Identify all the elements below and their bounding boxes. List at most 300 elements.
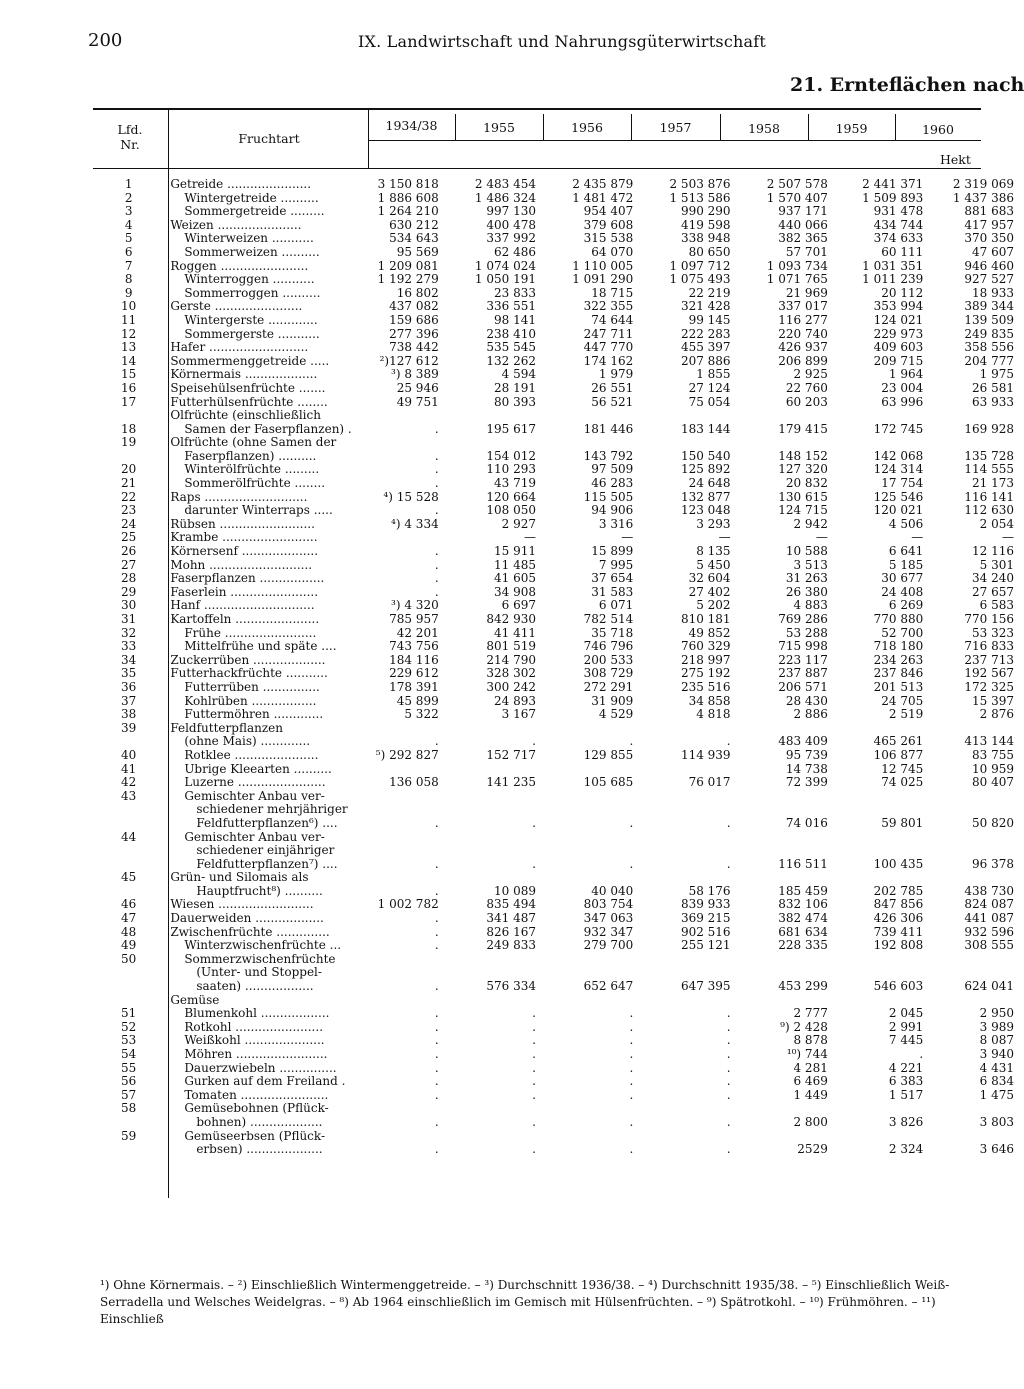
value-cell: 681 634 xyxy=(778,925,828,939)
value-cell: 45 899 xyxy=(396,694,439,708)
value-cell: 3 826 xyxy=(888,1115,924,1129)
value-cell: 426 306 xyxy=(873,912,924,926)
value-cell: 440 066 xyxy=(778,218,828,232)
row-number xyxy=(93,994,164,1008)
crop-name-text: Rotklee ...................... xyxy=(184,748,319,762)
value-cell: 801 519 xyxy=(486,640,536,654)
crop-name xyxy=(164,368,359,382)
value-cell: 1 075 493 xyxy=(669,273,731,287)
value-cell: 927 527 xyxy=(964,273,1014,287)
crop-name xyxy=(164,681,359,695)
row-number: 34 xyxy=(121,653,137,667)
crop-name-text: Tomaten ....................... xyxy=(184,1088,329,1102)
crop-name-text: Faserpflanzen ................. xyxy=(170,572,325,586)
value-cell xyxy=(643,722,740,736)
value-cell: 115 505 xyxy=(583,490,634,504)
value-cell xyxy=(643,763,740,777)
row-number: 19 xyxy=(121,436,137,450)
value-cell: . xyxy=(629,857,634,871)
value-cell xyxy=(360,953,449,967)
value-cell: . xyxy=(532,1115,536,1129)
value-cell: 98 141 xyxy=(494,313,536,327)
value-cell: 132 262 xyxy=(486,354,536,368)
value-cell: 220 740 xyxy=(778,327,828,341)
crop-name xyxy=(164,654,359,668)
row-number: 8 xyxy=(124,273,133,287)
value-cell: . xyxy=(434,1048,439,1061)
row-number: 32 xyxy=(121,626,137,640)
value-cell xyxy=(741,844,838,858)
header-year-1960: 1960 xyxy=(922,122,954,137)
table-row xyxy=(93,205,1024,219)
value-cell: 192 567 xyxy=(964,667,1014,681)
value-cell xyxy=(449,409,546,423)
row-number: 37 xyxy=(121,694,137,708)
value-cell: — xyxy=(524,531,536,545)
crop-name xyxy=(164,273,359,287)
value-cell: 382 474 xyxy=(778,912,828,926)
crop-name xyxy=(164,871,359,885)
crop-name-text: Samen der Faserpflanzen) . xyxy=(184,422,352,436)
crop-name xyxy=(164,803,359,817)
value-cell xyxy=(838,1130,933,1144)
crop-name-text: Möhren ........................ xyxy=(184,1048,328,1061)
crop-name-text: Sommergerste ........... xyxy=(184,327,320,341)
value-cell xyxy=(838,844,933,858)
crop-name-text: Mittelfrühe und späte .... xyxy=(184,640,337,654)
value-cell: 400 478 xyxy=(486,218,536,232)
table-row xyxy=(93,260,1024,274)
value-cell: 30 677 xyxy=(881,572,924,586)
value-cell: 534 643 xyxy=(389,232,439,246)
crop-name-text: Frühe ........................ xyxy=(184,626,317,640)
value-cell: . xyxy=(629,1143,634,1157)
value-cell: 353 994 xyxy=(873,300,924,314)
crop-name xyxy=(164,627,359,641)
value-cell: 229 612 xyxy=(389,667,439,681)
value-cell: 997 130 xyxy=(486,205,536,219)
table-row xyxy=(93,912,1024,926)
table-row xyxy=(93,586,1024,600)
value-cell: 31 909 xyxy=(591,694,634,708)
value-cell xyxy=(643,994,740,1008)
value-cell: 32 604 xyxy=(688,572,731,586)
value-cell: 839 933 xyxy=(680,898,731,912)
value-cell: 116 511 xyxy=(778,857,828,871)
value-cell xyxy=(546,831,643,845)
crop-name-text: Sommerzwischenfrüchte xyxy=(184,952,336,966)
crop-name xyxy=(164,518,359,532)
crop-name xyxy=(164,858,359,872)
row-number: 21 xyxy=(121,477,137,491)
value-cell: 5 185 xyxy=(888,558,924,572)
table-row xyxy=(93,314,1024,328)
crop-name-text: Krambe ......................... xyxy=(170,531,318,545)
value-cell: 159 686 xyxy=(389,313,439,327)
value-cell xyxy=(449,953,546,967)
table-row xyxy=(93,368,1024,382)
value-cell: 760 329 xyxy=(680,640,731,654)
value-cell: 902 516 xyxy=(680,925,731,939)
value-cell: — xyxy=(911,531,924,545)
value-cell: 41 411 xyxy=(494,626,536,640)
value-cell: — xyxy=(1002,531,1014,545)
row-number xyxy=(93,1143,164,1157)
value-cell: . xyxy=(434,925,439,939)
row-number: 55 xyxy=(121,1061,137,1075)
value-cell: 106 877 xyxy=(873,748,924,762)
crop-name xyxy=(164,396,359,410)
value-cell: 369 215 xyxy=(680,912,731,926)
value-cell: 6 641 xyxy=(888,545,924,559)
value-cell xyxy=(838,790,933,804)
value-cell: 125 546 xyxy=(873,490,924,504)
value-cell: 150 540 xyxy=(680,449,731,463)
crop-name xyxy=(164,735,359,749)
value-cell: . xyxy=(532,816,536,830)
crop-name-text: Getreide ...................... xyxy=(170,178,312,191)
crop-name xyxy=(164,1116,359,1130)
table-row xyxy=(93,627,1024,641)
value-cell xyxy=(449,436,546,450)
row-number: 44 xyxy=(121,830,137,844)
value-cell xyxy=(643,953,740,967)
value-cell: 2529 xyxy=(797,1143,828,1157)
value-cell: 2 054 xyxy=(979,517,1014,531)
crop-name-text: Luzerne ....................... xyxy=(184,776,326,790)
value-cell: . xyxy=(434,1088,439,1102)
value-cell: 154 012 xyxy=(486,449,536,463)
value-cell xyxy=(546,844,643,858)
value-cell: . xyxy=(629,1075,634,1089)
value-cell: 1 964 xyxy=(888,368,924,382)
value-cell: 27 657 xyxy=(972,585,1014,599)
table-row xyxy=(93,1075,1024,1089)
crop-name-text: Feldfutterpflanzen xyxy=(170,721,283,735)
value-cell xyxy=(741,436,838,450)
value-cell: . xyxy=(726,1115,731,1129)
value-cell: 249 833 xyxy=(486,939,536,953)
table-row xyxy=(93,1143,1024,1157)
value-cell: . xyxy=(434,912,439,926)
table-row xyxy=(93,966,1024,980)
value-cell: . xyxy=(434,504,439,518)
value-cell: 123 048 xyxy=(680,504,731,518)
value-cell: 438 730 xyxy=(964,884,1014,898)
row-number: 27 xyxy=(121,558,137,572)
value-cell xyxy=(741,831,838,845)
crop-name-text: Faserpflanzen) .......... xyxy=(184,449,317,463)
row-number: 38 xyxy=(121,708,137,722)
value-cell xyxy=(741,409,838,423)
crop-name-text: Körnersenf .................... xyxy=(170,545,319,559)
value-cell: 2 777 xyxy=(793,1007,828,1021)
crop-name-text: Gemischter Anbau ver- xyxy=(184,830,325,844)
value-cell xyxy=(741,790,838,804)
value-cell xyxy=(838,871,933,885)
value-cell: 447 770 xyxy=(583,341,634,355)
value-cell: 46 283 xyxy=(591,477,634,491)
value-cell: 53 323 xyxy=(972,626,1014,640)
value-cell: 4 594 xyxy=(501,368,536,382)
crop-name-text: (ohne Mais) ............. xyxy=(184,735,311,749)
row-number: 14 xyxy=(121,354,137,368)
value-cell: 4 431 xyxy=(979,1061,1014,1075)
value-cell: 31 583 xyxy=(591,585,634,599)
value-cell: 206 571 xyxy=(778,680,828,694)
value-cell: 3 646 xyxy=(979,1143,1014,1157)
value-cell: . xyxy=(434,1075,439,1089)
header-year-1955: 1955 xyxy=(483,120,515,135)
row-number: 22 xyxy=(121,490,137,504)
value-cell: 275 192 xyxy=(680,667,731,681)
value-cell: 4 818 xyxy=(696,708,731,722)
value-cell: 6 269 xyxy=(888,599,924,613)
crop-name-text: Futterhülsenfrüchte ........ xyxy=(170,395,328,409)
row-number: 11 xyxy=(121,313,137,327)
value-cell: 47 607 xyxy=(972,245,1014,259)
value-cell: 426 937 xyxy=(778,341,828,355)
value-cell: 21 173 xyxy=(972,477,1014,491)
value-cell xyxy=(933,844,1024,858)
row-number: 36 xyxy=(121,680,137,694)
value-cell: 26 551 xyxy=(591,381,634,395)
row-number: 33 xyxy=(121,640,137,654)
value-cell: 178 391 xyxy=(389,680,439,694)
value-cell: 1 097 712 xyxy=(669,259,731,273)
crop-name-text: (Unter- und Stoppel- xyxy=(196,966,322,980)
value-cell: 116 277 xyxy=(778,313,828,327)
value-cell xyxy=(449,763,546,777)
row-number: 57 xyxy=(121,1088,137,1102)
table-row xyxy=(93,1034,1024,1048)
value-cell: 124 021 xyxy=(873,313,924,327)
value-cell: 1 979 xyxy=(598,368,634,382)
crop-name-text: Wiesen ......................... xyxy=(170,898,314,912)
value-cell: 1 513 586 xyxy=(669,191,731,205)
value-cell xyxy=(741,994,838,1008)
value-cell: . xyxy=(532,735,536,749)
row-number: 42 xyxy=(121,776,137,790)
value-cell: 183 144 xyxy=(680,422,731,436)
value-cell: — xyxy=(718,531,731,545)
crop-name xyxy=(164,219,359,233)
crop-name xyxy=(164,695,359,709)
value-cell: 18 715 xyxy=(591,286,634,300)
value-cell: 24 893 xyxy=(494,694,536,708)
crop-name-text: Sommermenggetreide ..... xyxy=(170,354,330,368)
crop-name-text: Körnermais ................... xyxy=(170,368,318,382)
value-cell: 932 596 xyxy=(964,925,1014,939)
value-cell: 321 428 xyxy=(680,300,731,314)
value-cell: 142 068 xyxy=(873,449,924,463)
table-row xyxy=(93,341,1024,355)
row-number: 46 xyxy=(121,898,137,912)
value-cell: . xyxy=(726,816,731,830)
value-cell: 8 878 xyxy=(793,1034,828,1048)
value-cell: 3 803 xyxy=(979,1115,1014,1129)
value-cell xyxy=(933,803,1024,817)
value-cell: 785 957 xyxy=(389,613,439,626)
value-cell: 1 071 765 xyxy=(766,273,828,287)
table-row xyxy=(93,776,1024,790)
value-cell: . xyxy=(726,1020,731,1034)
value-cell: 34 858 xyxy=(688,694,731,708)
value-cell: 204 777 xyxy=(964,354,1014,368)
value-cell: 127 320 xyxy=(778,463,828,477)
row-number: 24 xyxy=(121,517,137,531)
value-cell: 34 240 xyxy=(972,572,1014,586)
crop-name-text: Gerste ....................... xyxy=(170,300,303,314)
value-cell: . xyxy=(629,1088,634,1102)
row-number: 59 xyxy=(121,1129,137,1143)
value-cell xyxy=(643,790,740,804)
crop-name-text: Blumenkohl .................. xyxy=(184,1007,330,1021)
value-cell: . xyxy=(532,1088,536,1102)
value-cell xyxy=(838,436,933,450)
value-cell: 12 745 xyxy=(881,762,924,776)
value-cell xyxy=(449,994,546,1008)
crop-name xyxy=(164,667,359,681)
value-cell xyxy=(933,871,1024,885)
value-cell: 2 324 xyxy=(888,1143,924,1157)
value-cell: 770 156 xyxy=(964,613,1014,626)
crop-name-text: saaten) .................. xyxy=(196,980,314,994)
table-row xyxy=(93,246,1024,260)
value-cell: 105 685 xyxy=(583,776,634,790)
value-cell: 74 644 xyxy=(591,313,634,327)
value-cell: 6 697 xyxy=(501,599,536,613)
value-cell xyxy=(643,966,740,980)
crop-name xyxy=(164,586,359,600)
table-row xyxy=(93,219,1024,233)
table-row xyxy=(93,436,1024,450)
value-cell xyxy=(933,831,1024,845)
value-cell: 237 887 xyxy=(778,667,828,681)
value-cell: ⁹) 2 428 xyxy=(780,1020,828,1034)
value-cell: 249 835 xyxy=(964,327,1014,341)
value-cell: . xyxy=(726,1048,731,1061)
value-cell: 1 011 239 xyxy=(862,273,924,287)
value-cell: . xyxy=(919,1048,924,1061)
row-number: 52 xyxy=(121,1020,137,1034)
value-cell xyxy=(933,1130,1024,1144)
crop-name xyxy=(164,1007,359,1021)
value-cell: 15 899 xyxy=(591,545,634,559)
value-cell: 6 583 xyxy=(979,599,1014,613)
value-cell: 97 509 xyxy=(591,463,634,477)
row-number: 53 xyxy=(121,1034,137,1048)
value-cell: 1 437 386 xyxy=(952,191,1014,205)
value-cell: 40 040 xyxy=(591,884,634,898)
value-cell: 931 478 xyxy=(873,205,924,219)
crop-name-text: Speisehülsenfrüchte ....... xyxy=(170,381,326,395)
crop-name-text: Übrige Kleearten .......... xyxy=(184,762,332,776)
value-cell: 80 650 xyxy=(688,245,731,259)
crop-name xyxy=(164,776,359,790)
crop-name-text: Winterzwischenfrüchte ... xyxy=(184,939,342,953)
value-cell: 20 112 xyxy=(881,286,924,300)
value-cell: . xyxy=(532,1048,536,1061)
value-cell: 110 293 xyxy=(486,463,536,477)
value-cell: 546 603 xyxy=(873,980,924,994)
value-cell: 1 517 xyxy=(888,1088,924,1102)
value-cell xyxy=(449,966,546,980)
value-cell: . xyxy=(629,1034,634,1048)
table-row xyxy=(93,939,1024,953)
value-cell: 95 739 xyxy=(785,748,828,762)
crop-name xyxy=(164,912,359,926)
crop-name xyxy=(164,980,359,994)
table-row xyxy=(93,504,1024,518)
value-cell: 52 700 xyxy=(881,626,924,640)
value-cell: 842 930 xyxy=(486,613,536,626)
value-cell: 108 050 xyxy=(486,504,536,518)
crop-name xyxy=(164,1143,359,1157)
value-cell xyxy=(360,966,449,980)
row-number: 31 xyxy=(121,613,137,626)
value-cell xyxy=(643,871,740,885)
value-cell: 24 648 xyxy=(688,477,731,491)
crop-name xyxy=(164,572,359,586)
value-cell: 1 449 xyxy=(793,1088,828,1102)
value-cell xyxy=(643,1130,740,1144)
crop-name xyxy=(164,599,359,613)
table-row xyxy=(93,491,1024,505)
crop-name-text: Kohlrüben ................. xyxy=(184,694,317,708)
table-row xyxy=(93,654,1024,668)
header-unit: Hekt xyxy=(940,152,971,167)
crop-name-text: Hafer .......................... xyxy=(170,341,309,355)
value-cell: . xyxy=(434,1143,439,1157)
table-row xyxy=(93,273,1024,287)
value-cell xyxy=(449,871,546,885)
value-cell: 946 460 xyxy=(964,259,1014,273)
value-cell xyxy=(360,871,449,885)
value-cell: . xyxy=(726,735,731,749)
value-cell xyxy=(360,1130,449,1144)
table-row xyxy=(93,803,1024,817)
value-cell: 206 899 xyxy=(778,354,828,368)
table-row xyxy=(93,1102,1024,1116)
value-cell: 23 004 xyxy=(881,381,924,395)
crop-name xyxy=(164,300,359,314)
value-cell: . xyxy=(434,477,439,491)
value-cell: 1 509 893 xyxy=(862,191,924,205)
value-cell: 1 002 782 xyxy=(377,898,439,912)
crop-name-text: Zuckerrüben ................... xyxy=(170,653,326,667)
crop-name-text: Dauerzwiebeln ............... xyxy=(184,1061,337,1075)
value-cell: 374 633 xyxy=(873,232,924,246)
value-cell: 937 171 xyxy=(778,205,828,219)
crop-name xyxy=(164,763,359,777)
crop-name xyxy=(164,504,359,518)
value-cell: . xyxy=(532,1007,536,1021)
table-row xyxy=(93,831,1024,845)
value-cell xyxy=(741,871,838,885)
value-cell xyxy=(449,790,546,804)
crop-name xyxy=(164,232,359,246)
header-year-1959: 1959 xyxy=(835,121,868,136)
value-cell: 4 506 xyxy=(888,517,924,531)
value-cell: 338 948 xyxy=(680,232,731,246)
row-number xyxy=(93,966,164,980)
crop-name-text: Weizen ...................... xyxy=(170,218,302,232)
value-cell: 31 263 xyxy=(785,572,828,586)
value-cell: 810 181 xyxy=(680,613,731,626)
value-cell: 2 503 876 xyxy=(669,178,731,191)
crop-name xyxy=(164,545,359,559)
